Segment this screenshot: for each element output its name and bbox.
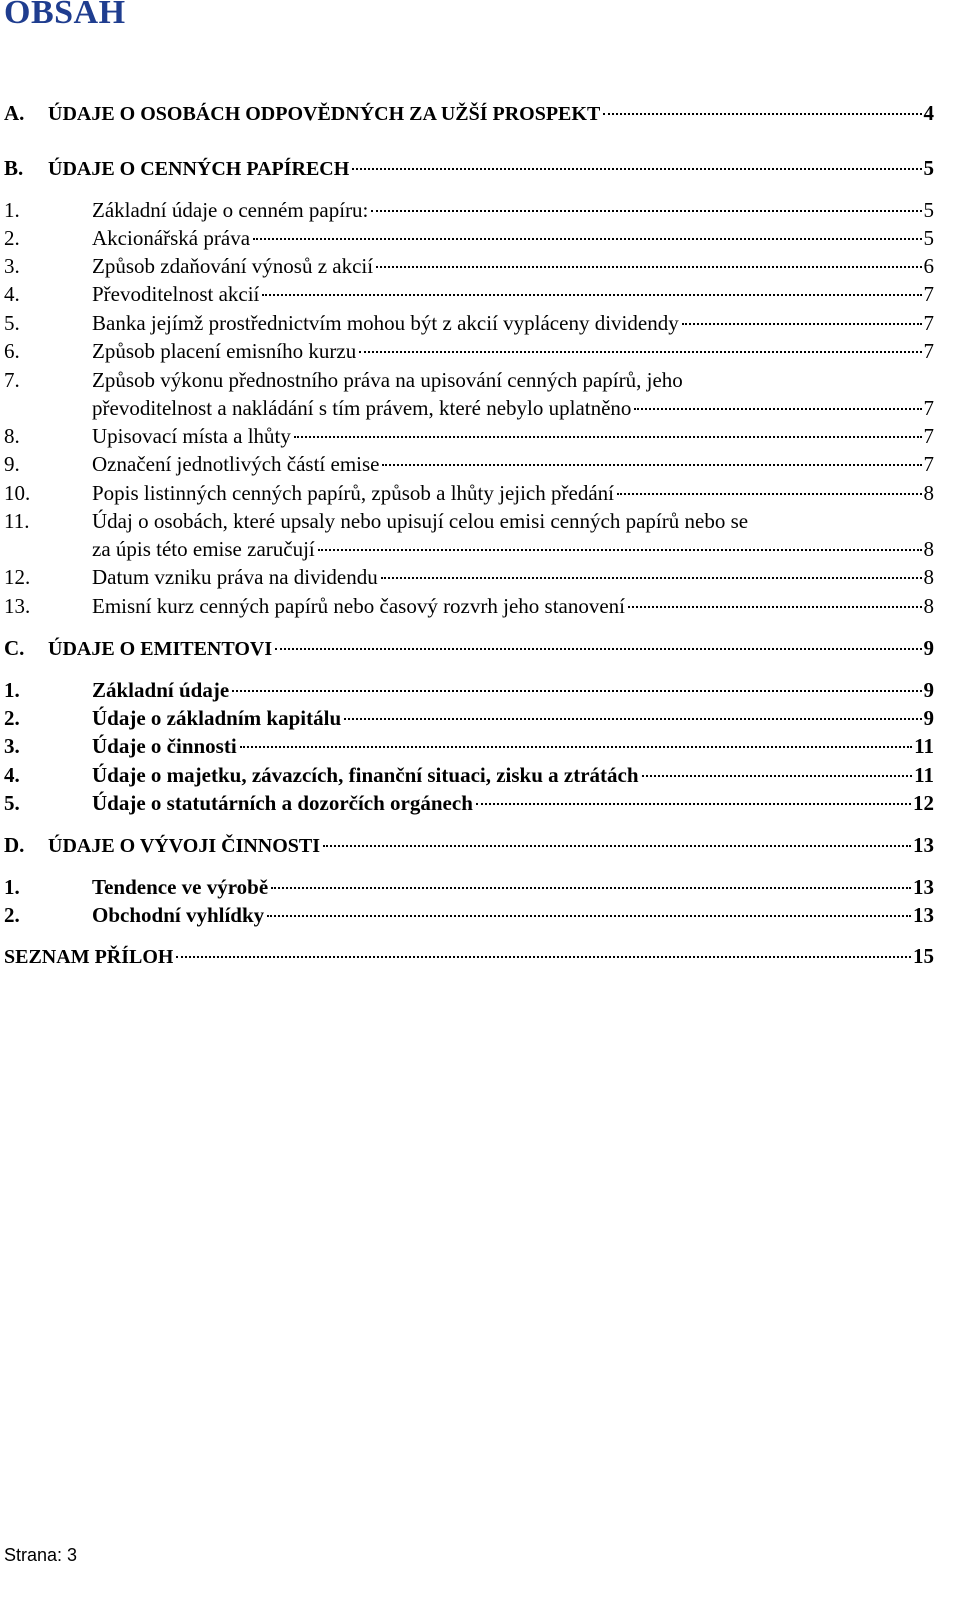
toc-number: 12.: [4, 565, 31, 589]
toc-page: 5: [923, 156, 934, 180]
toc-number: 4.: [4, 763, 20, 787]
toc-text: Popis listinných cenných papírů, způsob a lhůty jejich předání: [92, 481, 614, 505]
toc-text: ÚDAJE O CENNÝCH PAPÍRECH: [48, 158, 350, 180]
dot-leader: [318, 548, 922, 551]
dot-leader: [176, 955, 911, 958]
page-footer: Strana: 3: [4, 1545, 78, 1565]
dot-leader: [323, 844, 911, 847]
dot-leader: [253, 237, 921, 240]
toc-text: Banka jejímž prostřednictvím mohou být z akcií vypláceny dividendy: [92, 311, 679, 335]
toc-text: ÚDAJE O OSOBÁCH ODPOVĚDNÝCH ZA UŽŠÍ PROSPEKT: [48, 103, 601, 125]
toc-number: 4.: [4, 282, 20, 306]
dot-leader: [642, 774, 913, 777]
toc-page: 13: [913, 875, 934, 899]
dot-leader: [359, 350, 921, 353]
toc-page: 11: [914, 734, 934, 758]
toc-page: 9: [923, 636, 934, 660]
toc-page: 5: [923, 226, 934, 250]
toc-number: 3.: [4, 254, 20, 278]
toc-page: 7: [923, 396, 934, 420]
page-title: OBSAH: [4, 0, 126, 31]
toc-number: 7.: [4, 368, 20, 392]
toc-text: Označení jednotlivých částí emise: [92, 452, 380, 476]
dot-leader: [682, 322, 922, 325]
dot-leader: [352, 167, 921, 170]
toc-number: 6.: [4, 339, 20, 363]
toc-page: 13: [913, 903, 934, 927]
toc-page: 8: [923, 537, 934, 561]
toc-number: 9.: [4, 452, 20, 476]
toc-text: Obchodní vyhlídky: [92, 903, 265, 927]
toc-page: 5: [923, 198, 934, 222]
toc-page: 13: [913, 833, 934, 857]
toc-number: 5.: [4, 791, 20, 815]
toc-page: 7: [923, 339, 934, 363]
toc-number: 1.: [4, 198, 20, 222]
toc-text: Tendence ve výrobě: [92, 875, 269, 899]
toc-page: 7: [923, 424, 934, 448]
dot-leader: [476, 802, 911, 805]
toc-text: převoditelnost a nakládání s tím právem, které nebylo uplatněno: [92, 396, 632, 420]
toc-number: 1.: [4, 678, 20, 702]
dot-leader: [262, 293, 921, 296]
toc-text: ÚDAJE O VÝVOJI ČINNOSTI: [48, 835, 321, 857]
toc-page: 7: [923, 311, 934, 335]
dot-leader: [240, 745, 912, 748]
dot-leader: [382, 463, 921, 466]
toc-page: 8: [923, 481, 934, 505]
toc-page: 15: [913, 944, 934, 968]
toc-text: Údaje o základním kapitálu: [92, 706, 342, 730]
toc-text: Datum vzniku práva na dividendu: [92, 565, 378, 589]
toc-text: Akcionářská práva: [92, 226, 251, 250]
toc-item[interactable]: [0, 507, 934, 563]
toc-number: 2.: [4, 903, 20, 927]
toc-text: za úpis této emise zaručují: [92, 537, 315, 561]
toc-text: Způsob placení emisního kurzu: [92, 339, 357, 363]
toc-text: Údaje o statutárních a dozorčích orgánech: [92, 791, 473, 815]
dot-leader: [603, 112, 921, 115]
toc-page: 7: [923, 452, 934, 476]
toc-number: D.: [4, 833, 25, 857]
toc-page: 7: [923, 282, 934, 306]
toc-page: 11: [914, 763, 934, 787]
toc-number: 8.: [4, 424, 20, 448]
dot-leader: [381, 576, 922, 579]
toc-number: 2.: [4, 226, 20, 250]
toc-number: A.: [4, 101, 25, 125]
toc-text: Způsob zdaňování výnosů z akcií: [92, 254, 374, 278]
toc-page: 12: [913, 791, 934, 815]
toc-text: SEZNAM PŘÍLOH: [4, 946, 174, 968]
dot-leader: [376, 265, 921, 268]
toc-page: 9: [923, 678, 934, 702]
dot-leader: [275, 647, 921, 650]
toc-page: 8: [923, 594, 934, 618]
toc-number: 10.: [4, 481, 31, 505]
toc-text: Základní údaje o cenném papíru:: [92, 198, 369, 222]
dot-leader: [617, 492, 922, 495]
toc-page: 9: [923, 706, 934, 730]
dot-leader: [634, 407, 921, 410]
dot-leader: [294, 435, 922, 438]
toc-text: Údaje o činnosti: [92, 734, 237, 758]
toc-text: Základní údaje: [92, 678, 230, 702]
toc-number: 13.: [4, 594, 31, 618]
toc-text-first-line: Způsob výkonu přednostního práva na upisování cenných papírů, jeho: [92, 368, 683, 392]
toc-text-first-line: Údaj o osobách, které upsaly nebo upisují celou emisi cenných papírů nebo se: [92, 509, 749, 533]
toc-number: B.: [4, 156, 24, 180]
dot-leader: [344, 717, 921, 720]
toc-page: 4: [923, 101, 934, 125]
toc-text: ÚDAJE O EMITENTOVI: [48, 638, 273, 660]
dot-leader: [628, 605, 921, 608]
toc-number: 1.: [4, 875, 20, 899]
toc-text: Emisní kurz cenných papírů nebo časový rozvrh jeho stanovení: [92, 594, 626, 618]
toc-text: Převoditelnost akcií: [92, 282, 260, 306]
dot-leader: [267, 914, 911, 917]
dot-leader: [232, 689, 921, 692]
toc-page: 6: [923, 254, 934, 278]
toc-text: Upisovací místa a lhůty: [92, 424, 291, 448]
toc-number: 11.: [4, 509, 30, 533]
toc-number: 2.: [4, 706, 20, 730]
toc-number: 5.: [4, 311, 20, 335]
toc-page: 8: [923, 565, 934, 589]
dot-leader: [371, 209, 921, 212]
dot-leader: [271, 886, 911, 889]
toc-text: Údaje o majetku, závazcích, finanční situaci, zisku a ztrátách: [92, 763, 639, 787]
toc-number: 3.: [4, 734, 20, 758]
toc-number: C.: [4, 636, 25, 660]
toc-item[interactable]: [0, 366, 934, 422]
